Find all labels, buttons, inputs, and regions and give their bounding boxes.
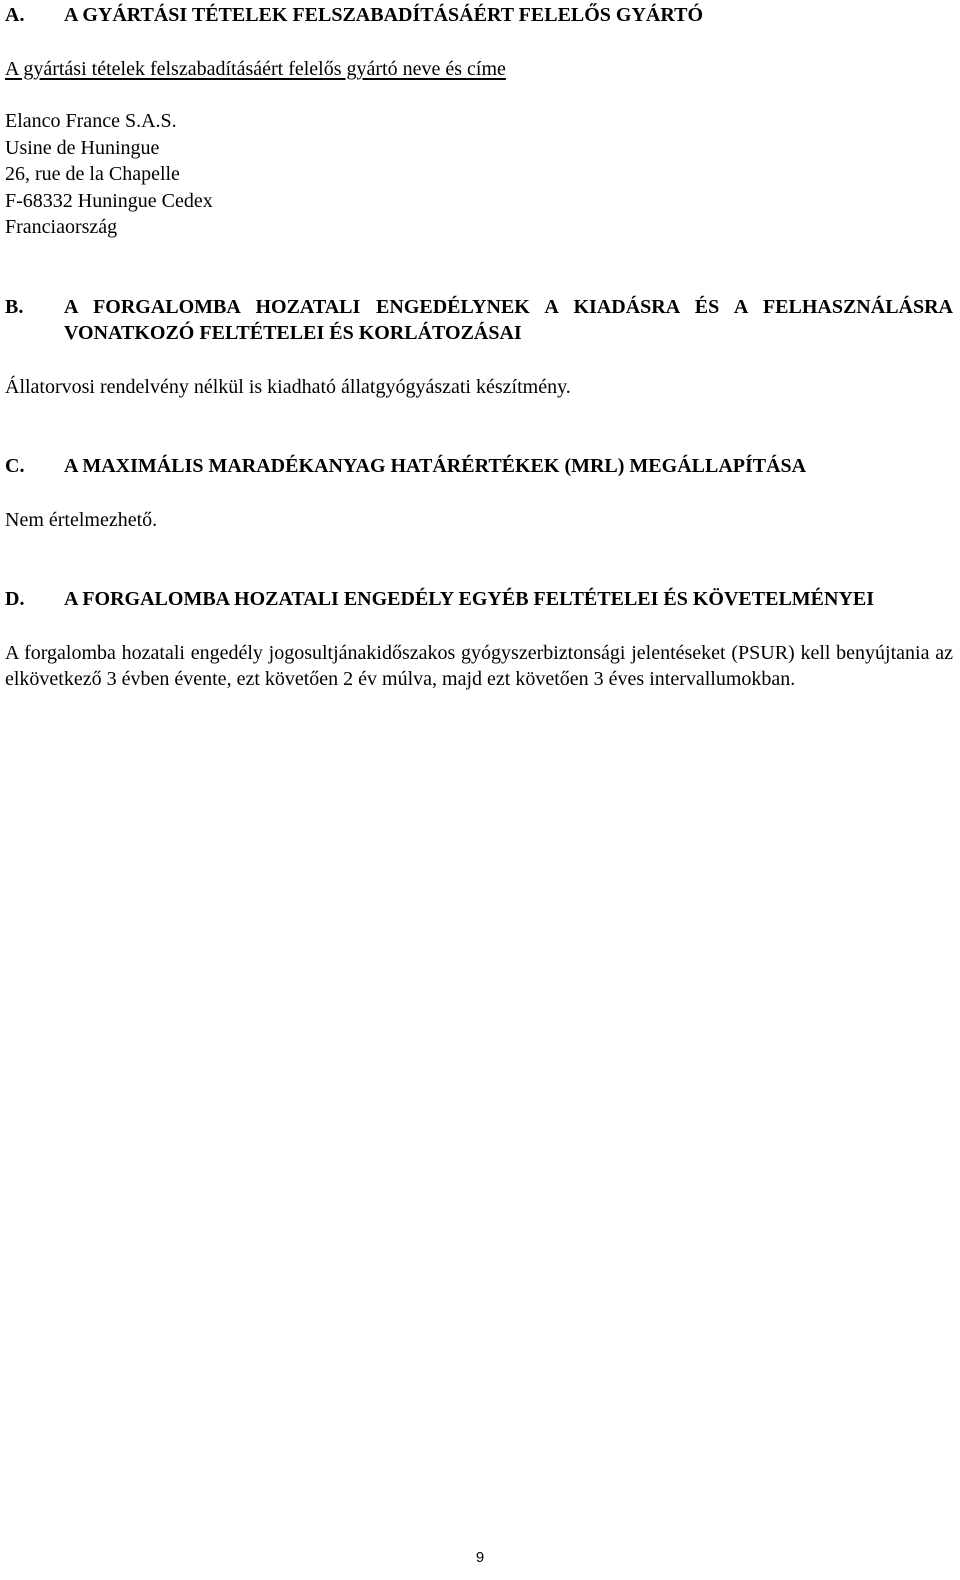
section-b-heading [5,294,953,347]
section-d-title: A FORGALOMBA HOZATALI ENGEDÉLY EGYÉB FELTÉTELEI ÉS KÖVETELMÉNYEI [64,588,875,610]
section-c-heading [5,453,953,480]
document-page [5,2,953,693]
section-c-body: Nem értelmezhető. [5,508,158,531]
page-number: 9 [475,1549,485,1566]
section-a-subheading: A gyártási tételek felszabadításáért felelős gyártó neve és címe [5,57,506,80]
address-line: F-68332 Huningue Cedex [5,189,213,212]
address-line: 26, rue de la Chapelle [5,163,180,185]
address-line: Franciaország [5,216,118,238]
section-d-heading [5,586,953,613]
address-line: Elanco France S.A.S. [5,110,177,132]
section-a-heading [5,2,953,29]
section-c-letter: C. [5,455,25,477]
section-c-title: A MAXIMÁLIS MARADÉKANYAG HATÁRÉRTÉKEK (MRL) MEGÁLLAPÍTÁSA [64,455,807,477]
section-d-body: A forgalomba hozatali engedély jogosultjánakidőszakos gyógyszerbiztonsági jelentéseket (PSUR) kell benyújtania az elkövetkező 3 évben évente, ezt követően 2 év múlva, majd ezt követően 3 éves intervallumokban. [5,641,953,690]
section-b-letter: B. [5,295,24,318]
manufacturer-address [5,108,953,241]
address-line: Usine de Huningue [5,136,160,159]
section-b-title: A FORGALOMBA HOZATALI ENGEDÉLYNEK A KIADÁSRA ÉS A FELHASZNÁLÁSRA VONATKOZÓ FELTÉTELEI ÉS KORLÁTOZÁSAI [64,295,953,344]
section-a-title: A GYÁRTÁSI TÉTELEK FELSZABADÍTÁSÁÉRT FELELŐS GYÁRTÓ [64,4,704,26]
section-b-body: Állatorvosi rendelvény nélkül is kiadható állatgyógyászati készítmény. [5,375,571,398]
section-a-letter: A. [5,4,25,26]
section-d-letter: D. [5,588,25,610]
